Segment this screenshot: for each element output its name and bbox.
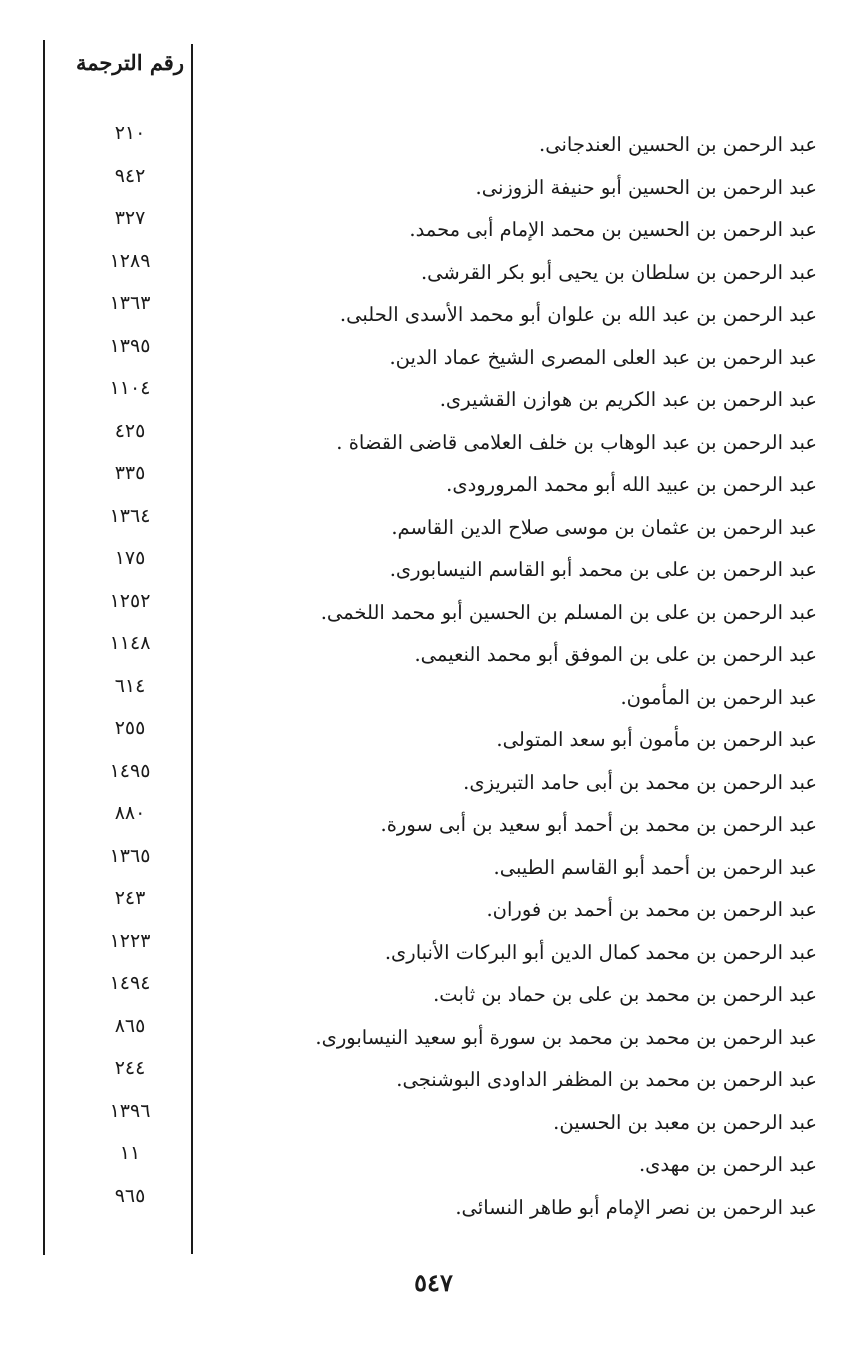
index-entry-name: عبد الرحمن بن مهدى. <box>638 1153 817 1176</box>
page-number: ٥٤٧ <box>414 1268 453 1297</box>
index-entry-name: عبد الرحمن بن عبد الكريم بن هوازن القشيرى. <box>439 388 817 411</box>
biography-number: ٢٤٣ <box>114 887 146 909</box>
index-entry-name: عبد الرحمن بن محمد بن المظفر الداودى البوشنجى. <box>396 1068 817 1091</box>
biography-number: ١٢٨٩ <box>109 249 151 272</box>
index-entry-name: عبد الرحمن بن على بن المسلم بن الحسين أبو محمد اللخمى. <box>320 600 817 624</box>
index-entry-name: عبد الرحمن بن أحمد أبو القاسم الطيبى. <box>493 855 817 879</box>
index-entry-name: عبد الرحمن بن المأمون. <box>620 685 817 709</box>
biography-number: ١١ <box>119 1142 141 1164</box>
name-index-list <box>257 128 817 1233</box>
biography-number: ١٣٩٦ <box>109 1099 151 1122</box>
biography-number: ١١٤٨ <box>109 632 151 654</box>
column-divider-rule <box>191 44 193 1254</box>
index-entry-name: عبد الرحمن بن عبيد الله أبو محمد المرورودى. <box>446 473 817 496</box>
biography-number: ٣٣٥ <box>114 462 146 484</box>
index-entry-name: عبد الرحمن بن الحسين أبو حنيفة الزوزنى. <box>475 175 817 199</box>
biography-number: ٢١٠ <box>114 122 146 144</box>
index-entry-name: عبد الرحمن بن محمد بن أحمد أبو سعيد بن أبى سورة. <box>380 813 817 836</box>
left-border-rule <box>43 40 45 1255</box>
biography-number: ٦١٤ <box>114 674 146 697</box>
index-entry-name: عبد الرحمن بن سلطان بن يحيى أبو بكر القرشى. <box>420 260 817 284</box>
index-entry-name: عبد الرحمن بن معبد بن الحسين. <box>553 1110 817 1134</box>
biography-number: ٤٢٥ <box>114 419 146 442</box>
index-entry-name: عبد الرحمن بن على بن الموفق أبو محمد النعيمى. <box>414 643 817 666</box>
biography-number: ٩٤٢ <box>114 164 146 187</box>
index-entry-name: عبد الرحمن بن عثمان بن موسى صلاح الدين القاسم. <box>391 515 817 539</box>
index-entry-name: عبد الرحمن بن عبد الوهاب بن خلف العلامى قاضى القضاة . <box>336 430 817 454</box>
index-entry-name: عبد الرحمن بن عبد العلى المصرى الشيخ عماد الدين. <box>389 345 817 369</box>
biography-number: ١٣٩٥ <box>109 334 151 357</box>
biography-number: ١٣٦٣ <box>109 292 151 314</box>
biography-number: ٩٦٥ <box>114 1184 146 1207</box>
biography-number: ١٢٥٢ <box>109 589 151 612</box>
index-entry-name: عبد الرحمن بن الحسين بن محمد الإمام أبى محمد. <box>409 218 817 241</box>
index-entry-name: عبد الرحمن بن الحسين العندجانى. <box>539 133 817 156</box>
biography-number: ١٤٩٤ <box>109 972 151 994</box>
index-entry-name: عبد الرحمن بن محمد بن أبى حامد التبريزى. <box>463 770 817 794</box>
biography-number: ١٢٢٣ <box>109 929 151 952</box>
index-entry-name: عبد الرحمن بن مأمون أبو سعد المتولى. <box>496 728 817 751</box>
biography-number: ١٣٦٥ <box>109 844 151 867</box>
biography-number: ٣٢٧ <box>114 207 146 229</box>
biography-number: ٢٤٤ <box>114 1057 146 1079</box>
index-entry-name: عبد الرحمن بن محمد بن أحمد بن فوران. <box>486 898 817 921</box>
index-entry-name: عبد الرحمن بن محمد بن على بن حماد بن ثابت. <box>433 983 817 1006</box>
index-entry-name: عبد الرحمن بن على بن محمد أبو القاسم النيسابورى. <box>389 558 817 581</box>
index-entry-name: عبد الرحمن بن عبد الله بن علوان أبو محمد الأسدى الحلبى. <box>339 303 817 326</box>
biography-number: ١٣٦٤ <box>109 504 151 527</box>
biography-number-column <box>90 118 170 1223</box>
biography-number-header: رقم الترجمة <box>75 50 184 75</box>
index-entry-name: عبد الرحمن بن محمد كمال الدين أبو البركات الأنبارى. <box>384 940 817 964</box>
index-entry-name: عبد الرحمن بن محمد بن محمد بن سورة أبو سعيد النيسابورى. <box>315 1025 817 1049</box>
biography-number: ١٤٩٥ <box>109 759 151 782</box>
index-entry-name: عبد الرحمن بن نصر الإمام أبو طاهر النسائى. <box>455 1195 817 1219</box>
biography-number: ١٧٥ <box>114 547 146 569</box>
biography-number: ٨٦٥ <box>114 1014 146 1037</box>
biography-number: ١١٠٤ <box>109 377 151 399</box>
biography-number: ٢٥٥ <box>114 717 146 739</box>
biography-number: ٨٨٠ <box>114 802 146 824</box>
